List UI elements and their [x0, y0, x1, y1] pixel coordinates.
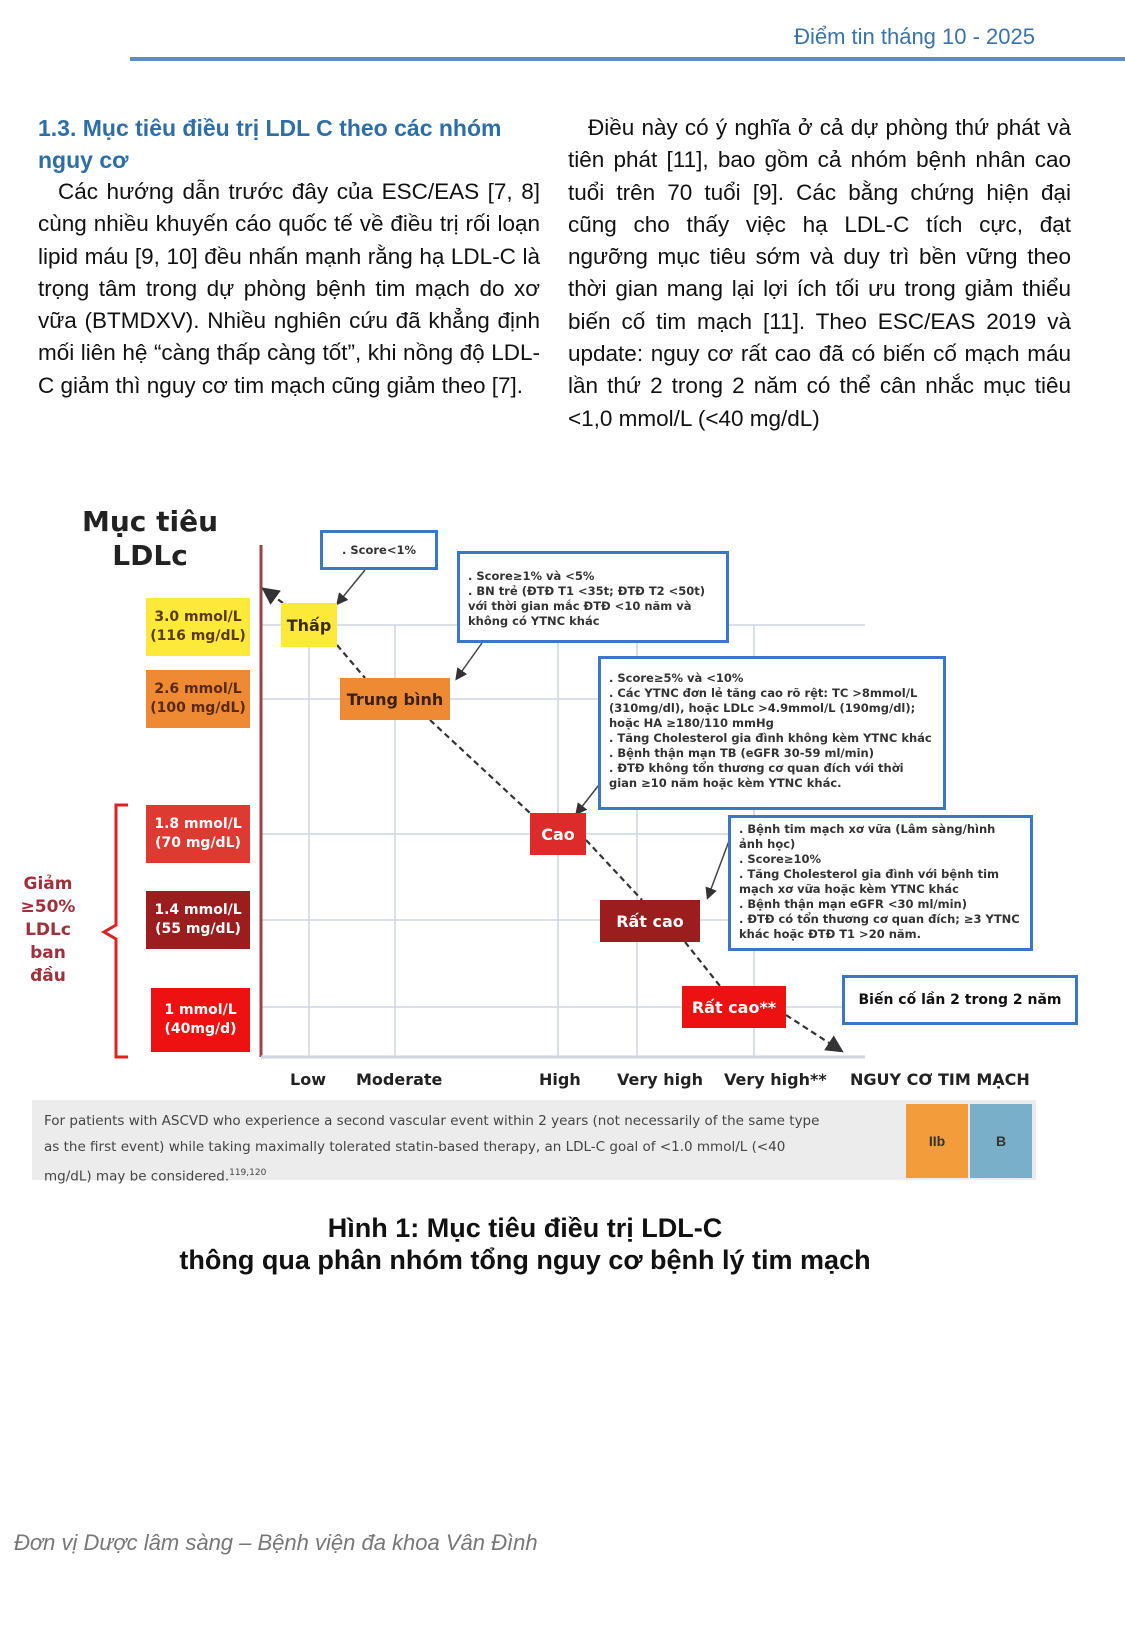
risk-box-very-high-star: [682, 986, 786, 1028]
trend-segment: [430, 720, 530, 813]
note-pointer-arrow: [338, 570, 365, 603]
figure-caption: [0, 1212, 1050, 1276]
bracket-label-line: đầu: [30, 966, 66, 986]
left-paragraph: Các hướng dẫn trước đây của ESC/EAS [7, 8] cùng nhiều khuyến cáo quốc tế về điều trị rối loạn lipid máu [9, 10] đều nhấn mạnh rằng hạ LDL-C là trọng tâm trong dự phòng bệnh tim mạch do xơ vữa (BTMDXV). Nhiều nghiên cứu đã khẳng định mối liên hệ “càng thấp càng tốt”, khi nồng độ LDL-C giảm thì nguy cơ tim mạch cũng giảm theo [7].: [38, 179, 540, 398]
x-label-high: High: [539, 1070, 581, 1089]
note-line: gian ≥10 năm hoặc kèm YTNC khác.: [609, 776, 842, 790]
note-line: Biến cố lần 2 trong 2 năm: [858, 991, 1062, 1008]
note-line: . ĐTĐ không tổn thương cơ quan đích với thời: [609, 761, 904, 775]
recommendation-text: [44, 1108, 824, 1190]
risk-box-high: [530, 813, 586, 855]
y-axis-title: [82, 505, 218, 573]
note-line: hoặc HA ≥180/110 mmHg: [609, 716, 774, 730]
note-line: . BN trẻ (ĐTĐ T1 <35t; ĐTĐ T2 <50t): [468, 584, 706, 598]
note-second-event: [842, 975, 1078, 1025]
recommendation-row: [32, 1100, 1036, 1185]
risk-box-moderate: [340, 678, 450, 720]
target-mmol: 1 mmol/L: [164, 1002, 237, 1018]
footer-text: Đơn vị Dược lâm sàng – Bệnh viện đa khoa Vân Đình: [14, 1530, 538, 1555]
note-moderate: [457, 551, 729, 643]
risk-box-very-high: [600, 900, 700, 942]
risk-label: Rất cao: [616, 911, 684, 931]
note-line: không có YTNC khác: [468, 614, 600, 628]
target-mmol: 2.6 mmol/L: [154, 681, 242, 697]
target-mmol: 1.4 mmol/L: [154, 902, 242, 918]
x-axis-title: NGUY CƠ TIM MẠCH: [850, 1070, 1030, 1089]
y-axis-title-line1: Mục tiêu: [82, 505, 219, 538]
right-paragraph: Điều này có ý nghĩa ở cả dự phòng thứ phát và tiên phát [11], bao gồm cả nhóm bệnh nhân cao tuổi trên 70 tuổi [9]. Các bằng chứng hiện đại cũng cho thấy việc hạ LDL-C tích cực, đạt ngưỡng mục tiêu sớm và duy trì bền vững theo thời gian mang lại lợi ích tối ưu trong giảm thiểu biến cố tim mạch [11]. Theo ESC/EAS 2019 và update: nguy cơ rất cao đã có biến cố mạch máu lần thứ 2 trong 2 năm có thể cân nhắc mục tiêu <1,0 mmol/L (<40 mg/dL): [568, 115, 1071, 431]
trend-segment: [685, 942, 720, 986]
note-line: . Các YTNC đơn lẻ tăng cao rõ rệt: TC >8mmol/L: [609, 686, 918, 700]
risk-label: Thấp: [286, 615, 332, 635]
recommendation-refs: 119,120: [229, 1168, 267, 1178]
bracket-label-line: ≥50%: [20, 897, 76, 917]
recommendation-level: B: [970, 1104, 1032, 1178]
x-label-moderate: Moderate: [356, 1070, 443, 1089]
trend-segment: [786, 1015, 840, 1050]
note-line: . Tăng Cholesterol gia đình với bệnh tim: [739, 867, 999, 881]
note-line: khác hoặc ĐTĐ T1 >20 năm.: [739, 927, 921, 941]
target-mg: (55 mg/dL): [155, 921, 241, 937]
note-line: mạch xơ vữa hoặc kèm YTNC khác: [739, 882, 959, 896]
recommendation-class: IIb: [906, 1104, 968, 1178]
note-low: [320, 530, 438, 570]
note-line: (310mg/dl), hoặc LDLc >4.9mmol/L (190mg/dl);: [609, 701, 916, 715]
bracket-line: [104, 805, 128, 1057]
note-very-high: [728, 815, 1033, 951]
target-mg: (100 mg/dL): [150, 700, 246, 716]
y-axis-title-line2: LDLc: [112, 539, 188, 572]
x-label-low: Low: [290, 1070, 326, 1089]
note-line: với thời gian mắc ĐTĐ <10 năm và: [468, 599, 692, 613]
trend-segment: [586, 840, 642, 900]
risk-label: Cao: [541, 824, 575, 844]
note-line: . Bệnh thận mạn eGFR <30 ml/min): [739, 897, 967, 911]
target-box: [151, 988, 250, 1052]
target-box: [146, 805, 250, 863]
bracket-label-line: LDLc: [25, 920, 71, 940]
left-column: [38, 112, 540, 402]
note-pointer-arrow: [457, 643, 482, 678]
header-rule: [130, 57, 1125, 61]
ldl-target-figure: [20, 495, 1090, 1195]
trend-segment: [265, 590, 283, 603]
note-line: . Score<1%: [341, 542, 416, 557]
trend-segment: [337, 645, 365, 678]
caption-line2: thông qua phân nhóm tổng nguy cơ bệnh lý tim mạch: [179, 1245, 871, 1275]
target-mg: (116 mg/dL): [150, 628, 246, 644]
note-line: . Score≥10%: [739, 852, 822, 866]
right-column: [568, 112, 1071, 435]
note-line: . Bệnh tim mạch xơ vữa (Lâm sàng/hình: [739, 822, 996, 836]
x-label-very-high-star: Very high**: [724, 1070, 827, 1089]
x-label-very-high: Very high: [617, 1070, 703, 1089]
note-line: ảnh học): [739, 837, 796, 851]
target-mmol: 3.0 mmol/L: [154, 609, 242, 625]
header-title: Điểm tin tháng 10 - 2025: [794, 24, 1035, 49]
bracket-label-line: ban: [30, 943, 66, 963]
section-title: 1.3. Mục tiêu điều trị LDL C theo các nhóm nguy cơ: [38, 115, 502, 173]
caption-line1: Hình 1: Mục tiêu điều trị LDL-C: [327, 1213, 723, 1243]
recommendation-sentence: For patients with ASCVD who experience a second vascular event within 2 years (not necessarily of the same type as the first event) while taking maximally tolerated statin-based therapy, an LDL-C goal of <1.0 mmol/L (<40 mg/dL) may be considered.: [44, 1113, 820, 1185]
target-mg: (70 mg/dL): [155, 835, 241, 851]
note-high: [598, 656, 946, 810]
target-box: [146, 670, 250, 728]
note-line: . Bệnh thận mạn TB (eGFR 30-59 ml/min): [609, 746, 874, 760]
risk-label: Trung bình: [346, 689, 444, 709]
note-line: . Tăng Cholesterol gia đình không kèm YTNC khác: [609, 731, 932, 745]
bracket-label-line: Giảm: [23, 874, 73, 894]
target-mmol: 1.8 mmol/L: [154, 816, 242, 832]
note-line: . Score≥1% và <5%: [468, 569, 595, 583]
target-box: [146, 598, 250, 656]
target-mg: (40mg/d): [164, 1021, 237, 1037]
target-box: [146, 891, 250, 949]
bracket-label: [20, 873, 76, 988]
note-line: . Score≥5% và <10%: [609, 671, 744, 685]
note-line: . ĐTĐ có tổn thương cơ quan đích; ≥3 YTNC: [739, 912, 1020, 926]
risk-box-low: [281, 603, 337, 647]
risk-label: Rất cao**: [691, 997, 777, 1017]
